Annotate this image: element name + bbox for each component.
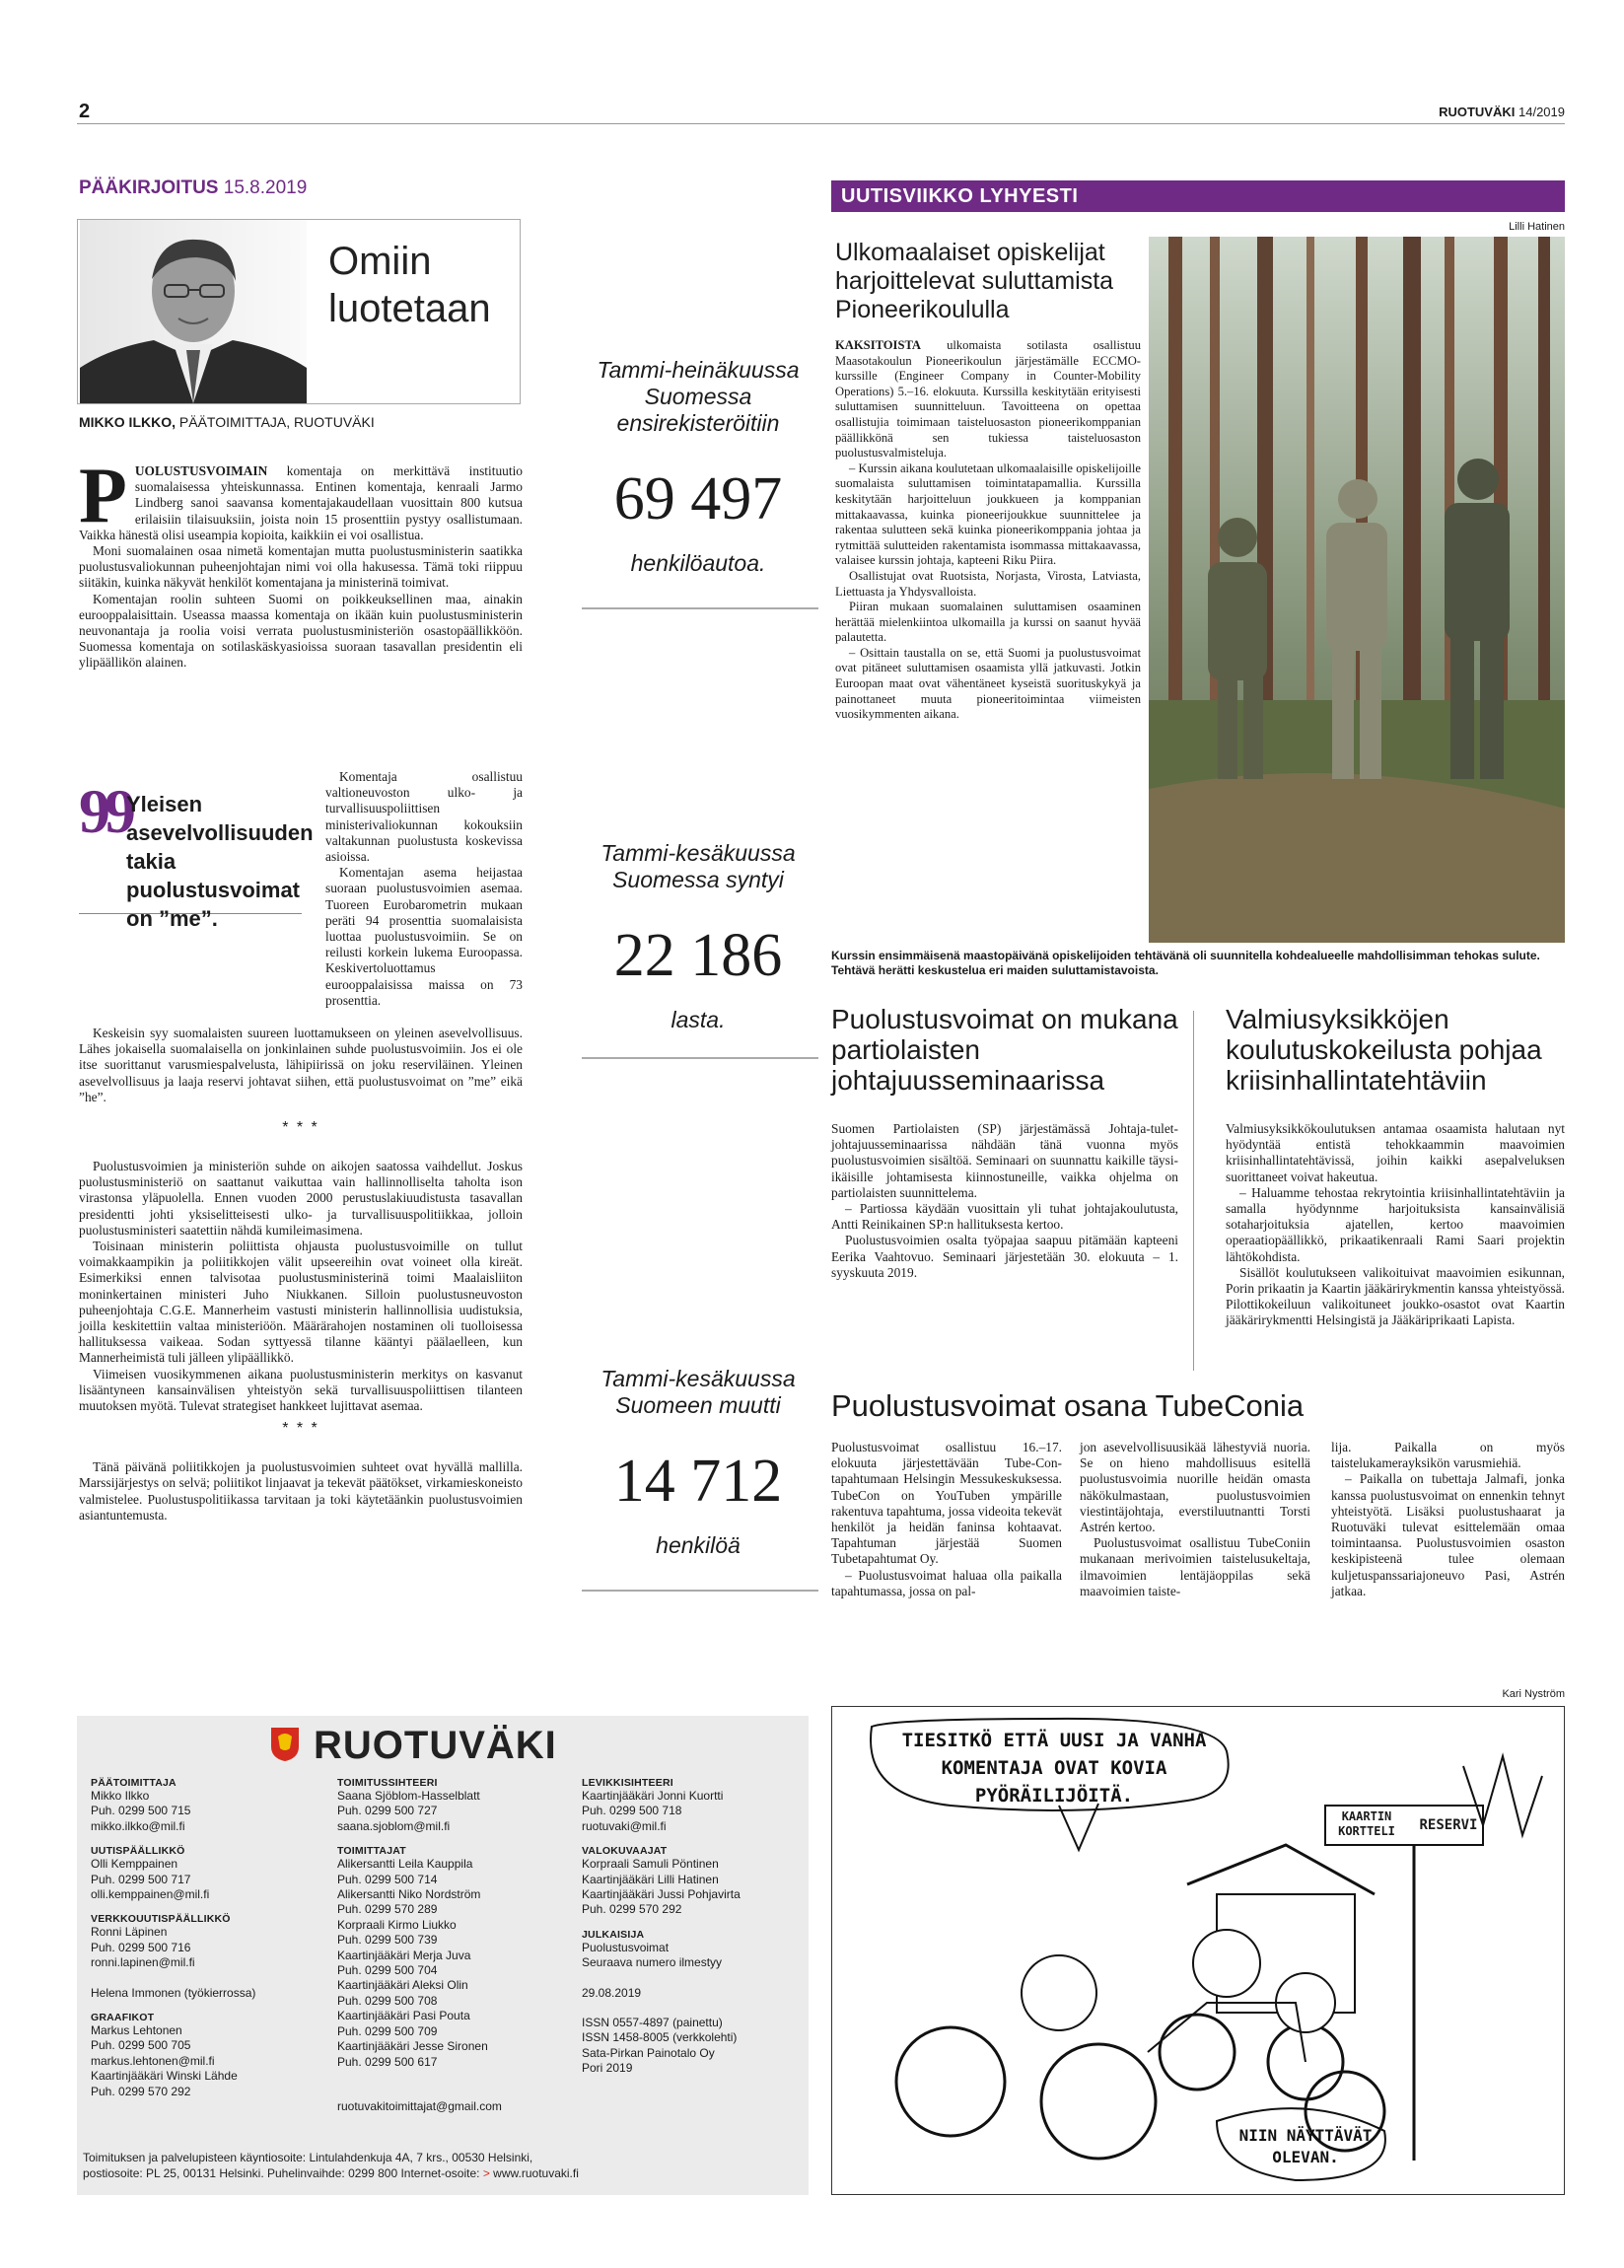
paragraph-text: komentaja on merkittävä instituutio suomalaisessa yhteiskunnassa. Entinen komentaja, kenraali Jarmo Lindberg sanoi saavansa komentajakaudellaan vuosittain 800 kutsua erilaisiin tilaisuuksiin, joista noin 15 prosenttiin pystyy osallistumaan. Vaikka hänestä olisi useampia kopioita, kaikkiin ei voi osallistua. [79,463,523,542]
imprint-line: Sata-Pirkan Painotalo Oy [582,2045,715,2060]
imprint-line: Kaartinjääkäri Lilli Hatinen [582,1872,719,1886]
article-title: Valmiusyksikköjen koulutuskokeilusta pohjaa kriisinhallintatehtäviin [1226,1004,1542,1096]
imprint-line: Markus Lehtonen [91,2023,182,2038]
imprint-line: Puh. 0299 500 727 [337,1804,438,1818]
imprint-heading: LEVIKKISIHTEERI [582,1777,673,1789]
stat-unit: henkilöautoa. [630,550,766,576]
imprint-line: Kaartinjääkäri Jussi Pohjavirta [582,1887,741,1902]
imprint-line: Korpraali Samuli Pöntinen [582,1857,719,1872]
separator: * * * [282,1420,319,1438]
imprint-line: Puh. 0299 500 718 [582,1804,682,1818]
imprint-line: Puolustusvoimat [582,1940,670,1954]
editorial-label: PÄÄKIRJOITUS [79,177,219,198]
byline-name: MIKKO ILKKO, [79,414,176,430]
imprint-line [337,2085,554,2099]
editorial-title [328,238,491,332]
imprint-line: 29.08.2019 [582,1985,642,2000]
cartoon-frame [831,1706,1565,2195]
paragraph-lead: KAKSITOISTA [835,338,922,352]
imprint-line: Kaartinjääkäri Aleksi Olin [337,1978,468,1993]
imprint-line: Puh. 0299 500 708 [337,1993,438,2008]
editorial-byline [79,414,375,430]
article-tubecon-title: Puolustusvoimat osana TubeConia [831,1388,1305,1423]
editorial-paragraph-4: Komentaja osallistuu valtioneuvoston ulko- ja turvallisuuspoliittisen ministerivaliokunnan kokouksiin valtakunnan puolustusta koskevissa asioissa. [325,769,523,865]
dropcap: P [79,453,127,539]
imprint-line: Puh. 0299 500 617 [337,2054,438,2069]
speech-bubble-1: TIESITKÖ ETTÄ UUSI JA VANHA KOMENTAJA OVAT KOVIA PYÖRÄILIJÖITÄ. [901,1730,1207,1807]
forest-photo [1149,237,1565,943]
imprint-heading: TOIMITTAJAT [337,1845,406,1858]
imprint-line: ISSN 0557-4897 (painettu) [582,2016,723,2030]
stat-divider [582,1057,818,1059]
stat-box-2 [580,840,816,1033]
article-paragraph: – Haluamme tehostaa rekrytointia kriisinhallintatehtäviin ja samalla hyödynnme harjoituksista kansainvälisiä sotaharjoituksia ajatellen, kertoo maavoimien operaatiopäällikkö, prikaatikenraali Rami Saari projektin lähtökohdista. [1226,1184,1565,1264]
imprint-line[interactable]: ronni.lapinen@mil.fi [91,1955,195,1970]
article-paragraph: Sisällöt koulutukseen valikoituivat maavoimien esikunnan, Porin prikaatin ja Kaartin jääkärirykmentin kanssa yhteistyössä. Pilottikokeiluun valikoituneet joukko-osastot ovat Kaartin jääkärirykmentti Helsingistä ja Jääkäriprikaati Lapista. [1226,1264,1565,1328]
imprint-line: Alikersantti Niko Nordström [337,1887,481,1902]
imprint-heading: JULKAISIJA [582,1928,645,1941]
imprint-line[interactable]: markus.lehtonen@mil.fi [91,2053,215,2068]
article-paragraph: lija. Paikalla on myös taistelukamerayksikön varusmiehiä. [1331,1440,1565,1471]
editorial-title-line2: luotetaan [328,287,491,330]
imprint-box [77,1716,809,2195]
lead-article-title: Ulkomaalaiset opiskelijat harjoittelevat suluttamista Pioneerikoululla [835,239,1114,323]
article-paragraph: Puolustusvoimat osallistuu TubeConiin mukanaan merivoimien taistelusukeltaja, ilmavoimien lentäjäoppilas sekä maavoimien taiste- [1080,1535,1310,1598]
paragraph-text: ulkomaista sotilasta osallistuu Maasotakoulun Pioneerikoulun järjestämälle ECCMO-kurssille (Engineer Company in Counter-Mobility Operations) 5.–16. elokuuta. Kurssilla keskitytään erityisesti suluttamisen suunnitteluun. Tavoitteena on opettaa osallistujia toimimaan taisteluosaston pioneerikomppanian päällikkönä sen tukiessa taisteluosaston puolustusvalmisteluja. [835,338,1141,461]
imprint-line: Puh. 0299 570 292 [91,2084,191,2098]
lead-article [831,237,1149,943]
imprint-line: Kaartinjääkäri Jonni Kuortti [582,1789,724,1803]
imprint-line: Helena Immonen (työkierrossa) [91,1985,256,2000]
stat-label: Tammi-heinäkuussa Suomessa ensirekisteröitiin [597,357,800,436]
article-paragraph: Puolustusvoimien osalta työpajaa saapuu pitämään kapteeni Eerika Vaahtovuo. Seminaari järjestetään 30. elokuuta – 1. syyskuuta 2019. [831,1233,1178,1280]
stat-value: 14 712 [613,1448,783,1515]
imprint-heading: GRAAFIKOT [91,2012,155,2024]
article-paragraph: – Puolustusvoimat haluaa olla paikalla tapahtumassa, jossa on pal- [831,1567,1062,1598]
article-tubecon-col3 [1331,1440,1565,1599]
editorial-body-bottom [79,1026,523,1524]
article-paragraph: Suomen Partiolaisten (SP) järjestämässä Johtaja-tulet-johtajuusseminaarissa nähdään tänä vuonna myös puolustusvoimien sisältöä. Seminaari on suunnattu kaikille täysi-ikäisille johtamisesta kiinnostuneille, vaikka ohjelma on partiolaisten suunnittelema. [831,1121,1178,1200]
speech-bubble-2: NIIN NÄYTTÄVÄT OLEVAN. [1238,2126,1373,2166]
masthead-issue [1439,105,1565,119]
article-partio [831,1004,1178,1281]
imprint-line [582,1971,799,1986]
imprint-footer [83,2150,579,2181]
imprint-heading: VERKKOUUTISPÄÄLLIKKÖ [91,1913,231,1926]
lead-paragraph-4: Piiran mukaan suomalainen suluttamisen osaaminen herättää mielenkiintoa ulkomailla ja kurssi on saanut hyvää palautetta. [835,600,1141,645]
lead-paragraph-2: – Kurssin aikana koulutetaan ulkomaalaisille opiskelijoille suomalaista suluttamisen toimintatapamallia. Kurssilla keskitytään harjoitteluun joukkueen ja komppanian mittakaavassa, kuinka pioneerijoukkue suunnittelee ja rakentaa sulutteen sekä kuinka pioneerikomppania johtaa ja rytmittää sulutteiden rakentamista isommassa mittakaavassa, valaisee kurssin johtaja, kapteeni Riku Piira. [835,461,1141,568]
imprint-line: Kaartinjääkäri Pasi Pouta [337,2009,470,2023]
editorial-date: 15.8.2019 [223,177,308,198]
stat-divider [582,607,818,609]
stat-box-1 [580,357,816,577]
imprint-line: Puh. 0299 500 717 [91,1872,191,1886]
imprint-line: Puh. 0299 500 709 [337,2023,438,2038]
stat-box-3 [580,1366,816,1559]
article-tubecon-col2 [1080,1440,1310,1599]
imprint-line: Puh. 0299 500 714 [337,1872,438,1886]
imprint-line [582,2001,799,2016]
imprint-line: Alikersantti Leila Kauppila [337,1857,473,1872]
imprint-line: Seuraava numero ilmestyy [582,1955,723,1970]
editor-portrait [80,220,307,403]
editorial-paragraph-9: Viimeisen vuosikymmenen aikana puolustusministerin merkitys on kasvanut lisääntyneen kansainvälisen yhteistyön sekä turvallisuuspoliittisen tilanteen muutoksen myötä. Tulevat strategiset hankkeet lujittavat asemaa. [79,1366,523,1414]
imprint-line: Ronni Läpinen [91,1925,168,1940]
imprint-heading: TOIMITUSSIHTEERI [337,1777,438,1789]
pull-quote-text: Yleisen asevelvollisuuden takia puolustusvoimat on ”me”. [126,792,314,931]
cartoon-credit: Kari Nyström [1502,1688,1565,1700]
editorial-portrait-box [77,219,521,404]
quote-mark-icon: 99 [79,776,130,846]
imprint-logo-text: RUOTUVÄKI [314,1724,557,1767]
imprint-line[interactable]: ruotuvaki@mil.fi [582,1818,667,1833]
imprint-line [91,1971,308,1986]
imprint-line: Kaartinjääkäri Winski Lähde [91,2069,238,2084]
stat-unit: lasta. [671,1007,726,1032]
imprint-col-1 [91,1777,308,2099]
article-title: Puolustusvoimat on mukana partiolaisten johtajuusseminaarissa [831,1004,1178,1096]
lead-paragraph-3: Osallistujat ovat Ruotsista, Norjasta, Virosta, Latviasta, Liettuasta ja Yhdysvalloista. [835,568,1141,599]
stat-divider [582,1590,818,1592]
imprint-line: Pori 2019 [582,2061,633,2076]
article-tubecon-col1 [831,1440,1062,1599]
photo-credit: Lilli Hatinen [1509,221,1565,233]
publication-name: RUOTUVÄKI [1439,105,1516,119]
imprint-line: Kaartinjääkäri Jesse Sironen [337,2039,488,2054]
imprint-line: Puh. 0299 500 716 [91,1940,191,1954]
imprint-line: Korpraali Kirmo Liukko [337,1917,457,1932]
header-rule [77,123,1565,124]
signpost-kaartin: KAARTIN KORTTELI [1338,1809,1395,1838]
stat-value: 69 497 [613,465,783,532]
arrow-icon: > [482,2166,490,2180]
imprint-line: Puh. 0299 570 292 [582,1902,682,1917]
imprint-heading: PÄÄTOIMITTAJA [91,1777,177,1789]
editorial-paragraph-10: Tänä päivänä poliitikkojen ja puolustusvoimien suhteet ovat hyvällä mallilla. Marssijärjestys on selvä; poliitikot linjaavat ja tekevät päätökset, virkamieskoneisto valmistelee. Puolustuspolitiikassa tarvitaan ja toki käytetäänkin puolustusvoimien asiantuntemusta. [79,1459,523,1523]
article-paragraph: Valmiusyksikkökoulutuksen antamaa osaamista halutaan nyt hyödyntää entistä tehokkaammin maavoimien kriisinhallintatehtävissä, joihin kaikki asepalveluksen suorittaneet voivat hakeutua. [1226,1121,1565,1184]
stat-label: Tammi-kesäkuussa Suomessa syntyi [600,840,796,892]
article-paragraph: – Partiossa käydään vuosittain yli tuhat johtajakoulutusta, Antti Reinikainen SP:n hallituksesta kertoo. [831,1201,1178,1233]
lead-paragraph-1 [835,338,1141,461]
editorial-kicker [79,177,307,199]
stat-unit: henkilöä [656,1532,741,1558]
article-paragraph: – Paikalla on tubettaja Jalmafi, jonka kanssa puolustusvoimat on ennenkin tehnyt yhteistyötä. Lisäksi puolustushaarat ja Ruotuväki tulevat esittelemään omaa toimintaansa. Puolustusvoimien osaston keskipisteenä tulee olemaan kuljetuspanssariajoneuvo Pasi, Astrén jatkaa. [1331,1471,1565,1598]
editorial-body-top [79,453,523,672]
imprint-col-2 [337,1777,554,2114]
imprint-line [337,2070,554,2085]
editorial-paragraph-6: Keskeisin syy suomalaisten suureen luottamukseen on yleinen asevelvollisuus. Lähes jokaisella suomalaisella on jonkinlainen suhde puolustusvoimiin. Jos ei ole itse suorittanut varusmiespalvelusta, lähipiirissä on joku reserviläinen. Yleinen asevelvollisuus ja laaja reservi johtavat siihen, että puolustusvoimat on ”me” eikä ”he”. [79,1026,523,1104]
article-paragraph: jon asevelvollisuusikää lähestyviä nuoria. Se on hieno mahdollisuus esitellä puolustusvoimia nuorille heidän omasta näkökulmastaan, puolustusvoimien viestintäjohtaja, everstiluutnantti Torsti Astrén kertoo. [1080,1440,1310,1535]
imprint-line[interactable]: saana.sjoblom@mil.fi [337,1818,451,1833]
imprint-line: Puh. 0299 500 705 [91,2038,191,2053]
byline-role: PÄÄTOIMITTAJA, RUOTUVÄKI [176,414,375,430]
imprint-line: Kaartinjääkäri Merja Juva [337,1948,471,1962]
imprint-line: Mikko Ilkko [91,1789,150,1803]
editorial-paragraph-2: Moni suomalainen osaa nimetä komentajan mutta puolustusministerin saatikka puolustusvaliokunnan puheenjohtajan nimi voi olla hakusessa. Tämä toki riippuu siitäkin, kuinka näkyvät henkilöt komentajana ja ministerinä toimivat. [79,543,523,591]
imprint-line[interactable]: mikko.ilkko@mil.fi [91,1818,185,1833]
article-valmiusyksikko [1226,1004,1565,1329]
signpost-reservi: RESERVI [1419,1817,1478,1833]
stat-label: Tammi-kesäkuussa Suomeen muutti [600,1366,796,1418]
imprint-line: Saana Sjöblom-Hasselblatt [337,1789,480,1803]
section-header-bar: UUTISVIIKKO LYHYESTI [831,180,1565,212]
separator: * * * [282,1119,319,1137]
website-link[interactable]: www.ruotuvaki.fi [489,2166,579,2180]
editorial-body-wrap [325,769,523,1025]
imprint-address: Toimituksen ja palvelupisteen käyntiosoite: Lintulahdenkuja 4A, 7 krs., 00530 Helsinki, [83,2151,533,2164]
editorial-paragraph-8: Toisinaan ministerin poliittista ohjausta puolustusvoimille on tullut voimakkaampikin ja poliitikkojen välit upseereihin ovat voineet olla kireät. Esimerkiksi ennen talvisotaa puolustusministerinä toimi Maalaisliiton moninkertainen ministeri Juho Niukkanen. Silloin puolustusneuvoston puheenjohtaja C.G.E. Mannerheim vastusti ministerin hallinnollisia uudistuksia, joilla keskitettiin valtaa ministeriöön. Määrärahojen nostaminen oli tuolloisessa hallituksessa vaikeaa. Sodan syttyessä tilanne kääntyi päälaelleen, kun Mannerheimistä tuli jälleen ylipäällikkö. [79,1239,523,1366]
editorial-title-line1: Omiin [328,240,432,283]
page-number: 2 [79,101,91,122]
editorial-paragraph-3: Komentajan roolin suhteen Suomi on poikkeuksellinen maa, ainakin eurooppalaisittain. Useassa maassa komentaja on ikään kuin puolustusministerin neuvonantaja ja roolia voisi verrata puolustusministeriön osastopäällikköön. Suomessa komentaja on sotilaskäskyasioissa suoraan tasavallan presidentin eli ylipäällikön alainen. [79,591,523,671]
imprint-line: Puh. 0299 500 715 [91,1804,191,1818]
editorial-paragraph-1 [79,453,523,543]
imprint-heading: VALOKUVAAJAT [582,1845,668,1858]
paragraph-lead: UOLUSTUSVOIMAIN [134,463,268,478]
imprint-line: Olli Kemppainen [91,1857,178,1872]
column-divider [1193,1011,1194,1371]
pull-quote [79,776,314,931]
imprint-col-3 [582,1777,799,2077]
editorial-paragraph-7: Puolustusvoimien ja ministeriön suhde on aikojen saatossa vaihdellut. Joskus puolustusministeriö on saattanut vaikuttaa vain hallinnolliselta taholta ison virastonsa yläpuolella. Ennen vuoden 2000 perustuslakiuudistusta tasavallan presidentti johti yksiselitteisesti ulko- ja turvallisuuspolitiikkaa, jolloin puolustusministeri saatettiin nähdä kumileimasimena. [79,1159,523,1238]
imprint-line[interactable]: olli.kemppainen@mil.fi [91,1887,210,1902]
imprint-postal: postiosoite: PL 25, 00131 Helsinki. Puhelinvaihde: 0299 800 Internet-osoite: > www.ruotuvaki.fi [83,2166,579,2180]
imprint-line[interactable]: ruotuvakitoimittajat@gmail.com [337,2098,502,2113]
editorial-paragraph-5a: Komentajan asema heijastaa suoraan puolustusvoimien asemaa. Tuoreen Eurobarometrin mukaan peräti 94 prosenttia suomalaisista luottaa puolustusvoimiin. Se on reilusti korkein lukema Euroopassa. Keskivertoluottamus eurooppalaisissa maissa on 73 prosenttia. [325,865,523,1008]
imprint-line: ISSN 1458-8005 (verkkolehti) [582,2030,738,2045]
lion-crest-icon [270,1727,300,1762]
photo-caption: Kurssin ensimmäisenä maastopäivänä opiskelijoiden tehtävänä oli suunnitella kohdealueelle mahdollisimman tehokas sulute. Tehtävä herätti keskustelua eri maiden suluttamistavoista. [831,949,1540,977]
imprint-line: Puh. 0299 500 739 [337,1933,438,1948]
imprint-line: Puh. 0299 500 704 [337,1963,438,1978]
article-paragraph: Puolustusvoimat osallistuu 16.–17. elokuuta järjestettävään Tube-Con-tapahtumaan Helsingin Messukeskuksessa. TubeCon on YouTuben ympärille rakentuva tapahtuma, jossa videoita tekevät henkilöt ja heidän faninsa kohtaavat. Tapahtuman järjestää Suomen Tubetapahtumat Oy. [831,1440,1062,1567]
issue-number: 14/2019 [1518,105,1565,119]
lead-paragraph-5: – Osittain taustalla on se, että Suomi ja puolustusvoimat ovat pitäneet suluttamisen osaamista yllä jatkuvasti. Jotkin Euroopan maat ovat vähentäneet kyseistä suorituskykyä ja painottaneet muuta pioneeritoimintaa viimeisten vuosikymmenten aikana. [835,645,1141,722]
lead-article-body [831,324,1149,723]
stat-value: 22 186 [613,922,783,989]
imprint-line: Puh. 0299 570 289 [337,1902,438,1917]
imprint-heading: UUTISPÄÄLLIKKÖ [91,1845,185,1858]
